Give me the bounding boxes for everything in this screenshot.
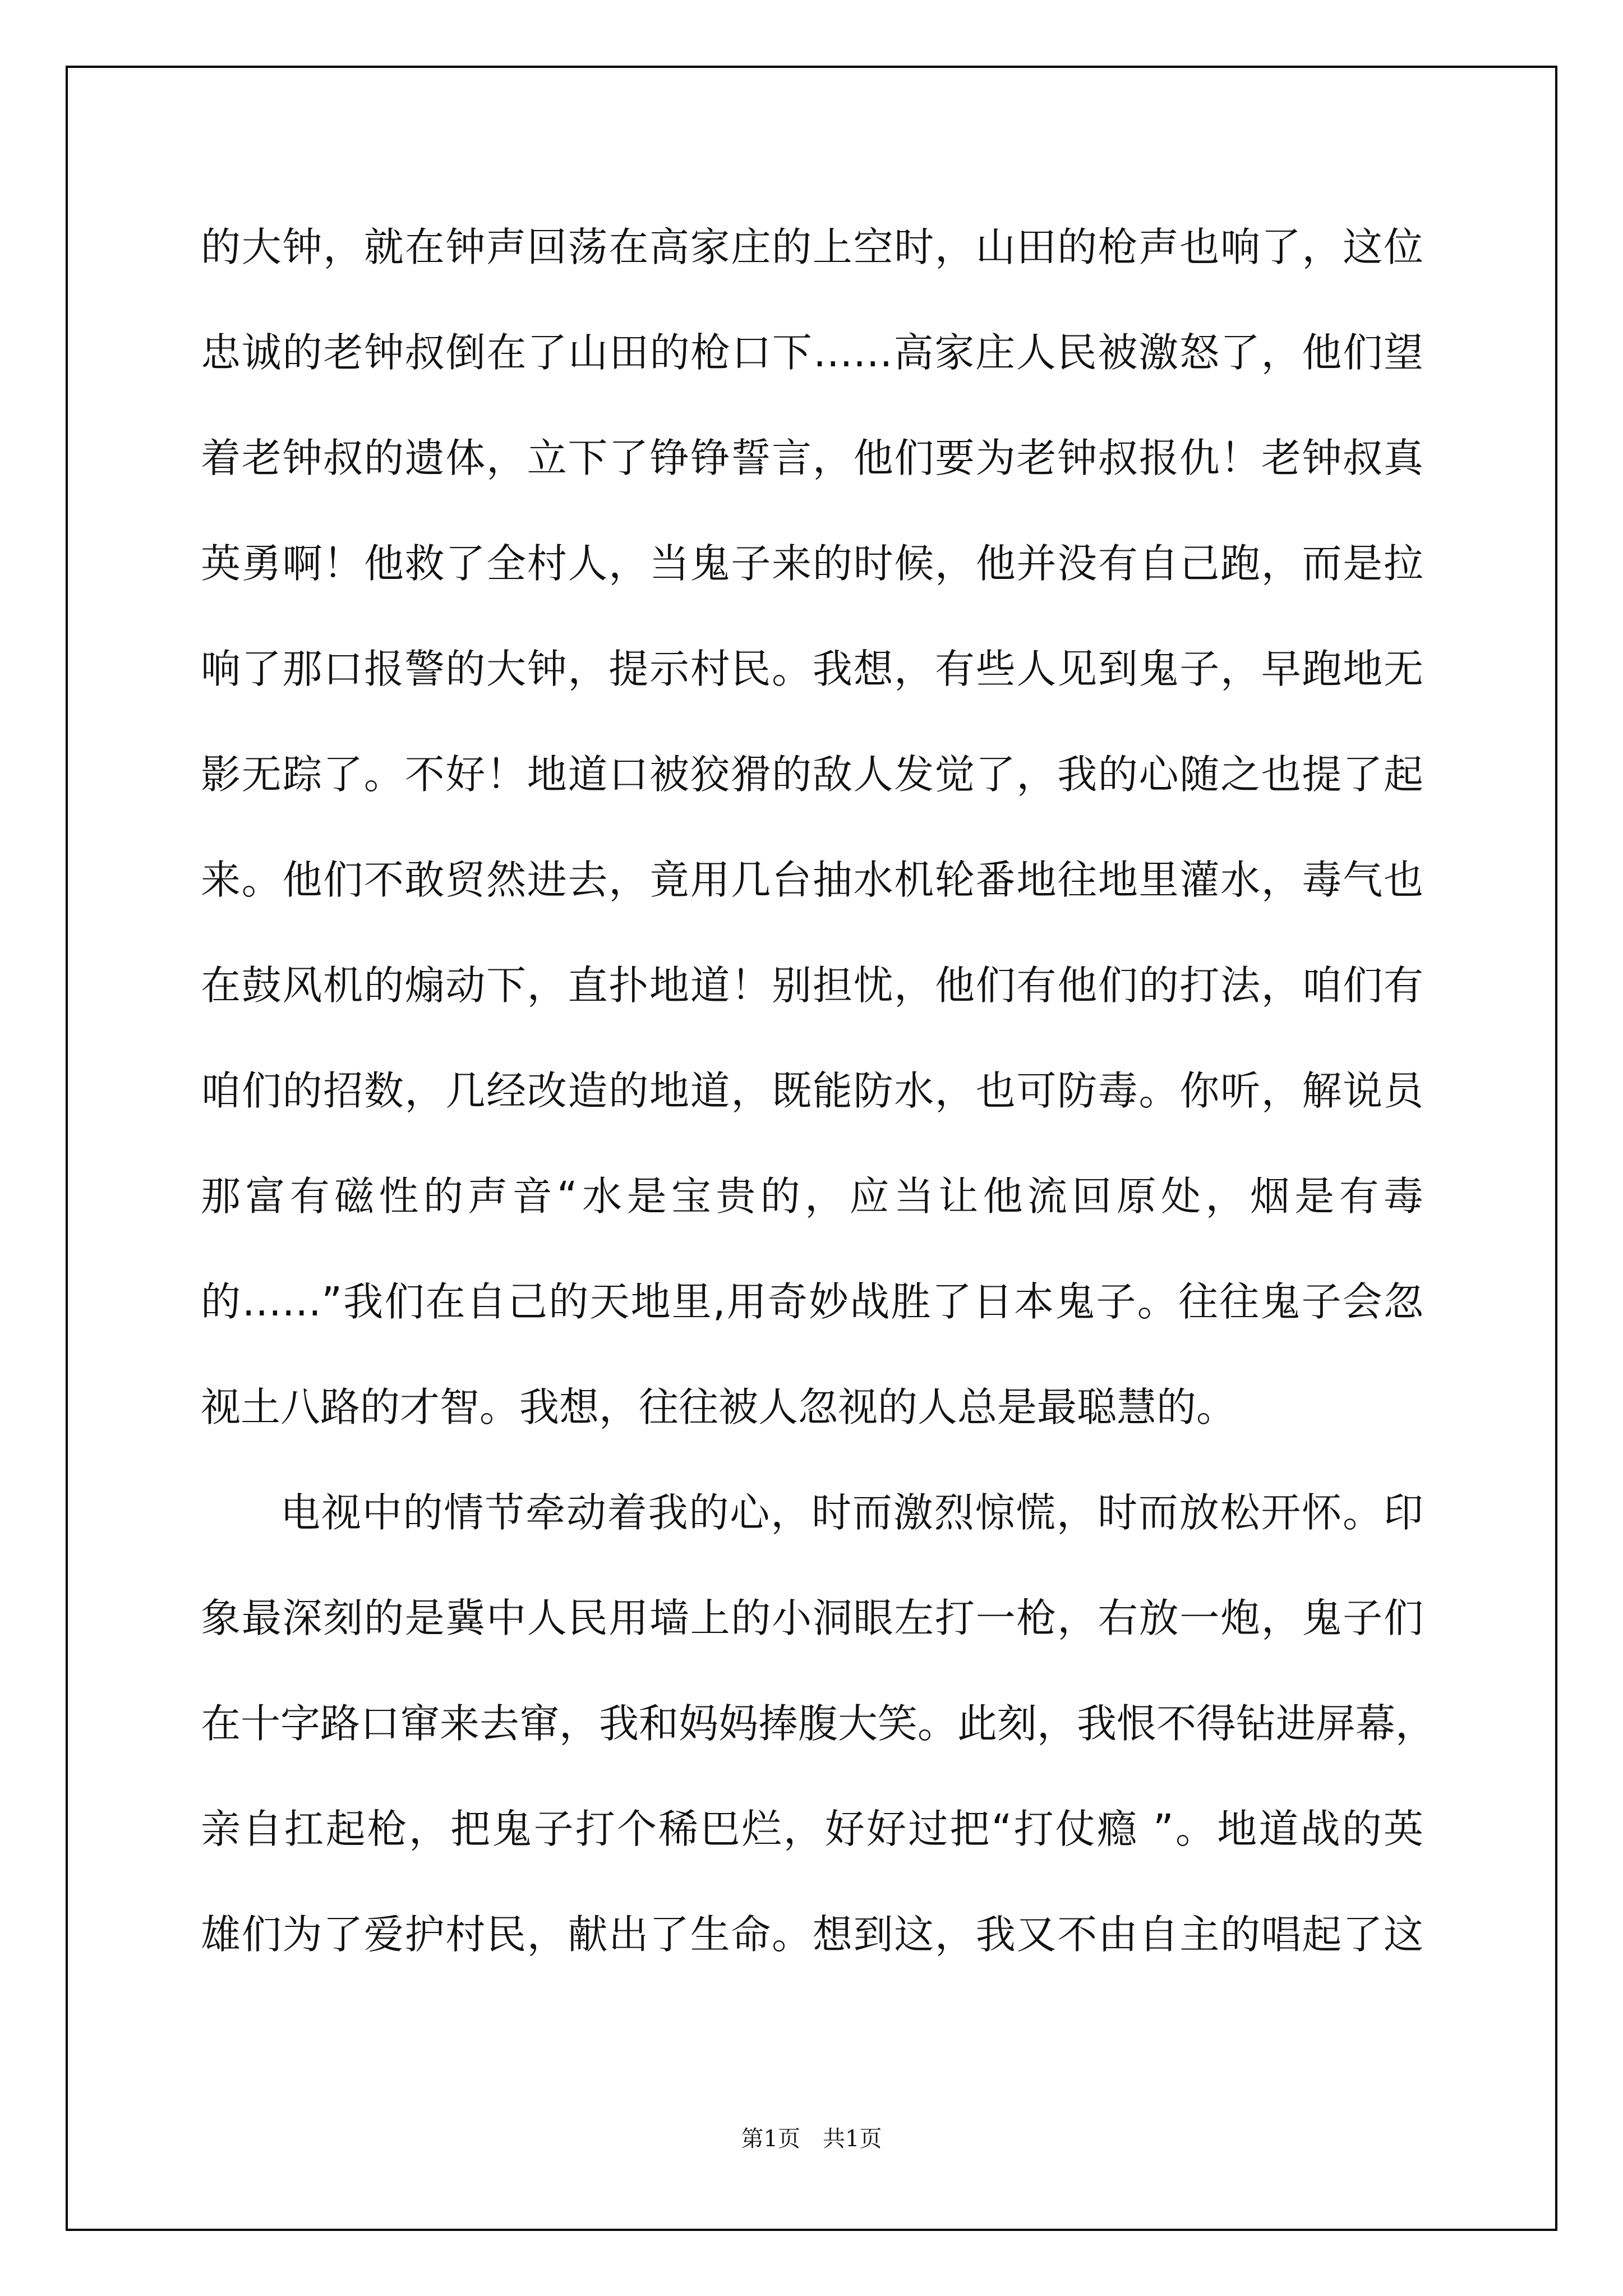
text-line: 在鼓风机的煽动下，直扑地道！别担忧，他们有他们的打法，咱们有 xyxy=(201,962,1423,1009)
text-line: 亲自扛起枪，把鬼子打个稀巴烂，好好过把“打仗瘾 ”。地道战的英 xyxy=(201,1806,1423,1852)
text-line: 响了那口报警的大钟，提示村民。我想，有些人见到鬼子，早跑地无 xyxy=(201,646,1423,692)
page-border xyxy=(66,66,1557,2231)
text-line: 咱们的招数，几经改造的地道，既能防水，也可防毒。你听，解说员 xyxy=(201,1068,1423,1114)
text-line: 雄们为了爱护村民，献出了生命。想到这，我又不由自主的唱起了这 xyxy=(201,1911,1423,1958)
text-line: 电视中的情节牵动着我的心，时而激烈惊慌，时而放松开怀。印 xyxy=(280,1489,1423,1536)
text-line: 来。他们不敢贸然进去，竟用几台抽水机轮番地往地里灌水，毒气也 xyxy=(201,857,1423,903)
page-number-footer: 第1页 共1页 xyxy=(741,2126,882,2152)
text-line: 影无踪了。不好！地道口被狡猾的敌人发觉了，我的心随之也提了起 xyxy=(201,751,1423,798)
text-line: 视土八路的才智。我想，往往被人忽视的人总是最聪慧的。 xyxy=(201,1384,1237,1430)
text-line: 的……”我们在自己的天地里,用奇妙战胜了日本鬼子。往往鬼子会忽 xyxy=(201,1278,1423,1325)
text-line: 着老钟叔的遗体，立下了铮铮誓言，他们要为老钟叔报仇！老钟叔真 xyxy=(201,435,1423,481)
text-line: 英勇啊！他救了全村人，当鬼子来的时候，他并没有自己跑，而是拉 xyxy=(201,540,1423,587)
text-line: 象最深刻的是冀中人民用墙上的小洞眼左打一枪，右放一炮，鬼子们 xyxy=(201,1595,1423,1641)
text-line: 忠诚的老钟叔倒在了山田的枪口下……高家庄人民被激怒了，他们望 xyxy=(201,329,1423,376)
text-line: 在十字路口窜来去窜，我和妈妈捧腹大笑。此刻，我恨不得钻进屏幕， xyxy=(201,1700,1436,1747)
text-line: 的大钟，就在钟声回荡在高家庄的上空时，山田的枪声也响了，这位 xyxy=(201,224,1423,270)
text-line: 那富有磁性的声音“水是宝贵的，应当让他流回原处，烟是有毒 xyxy=(201,1173,1423,1220)
